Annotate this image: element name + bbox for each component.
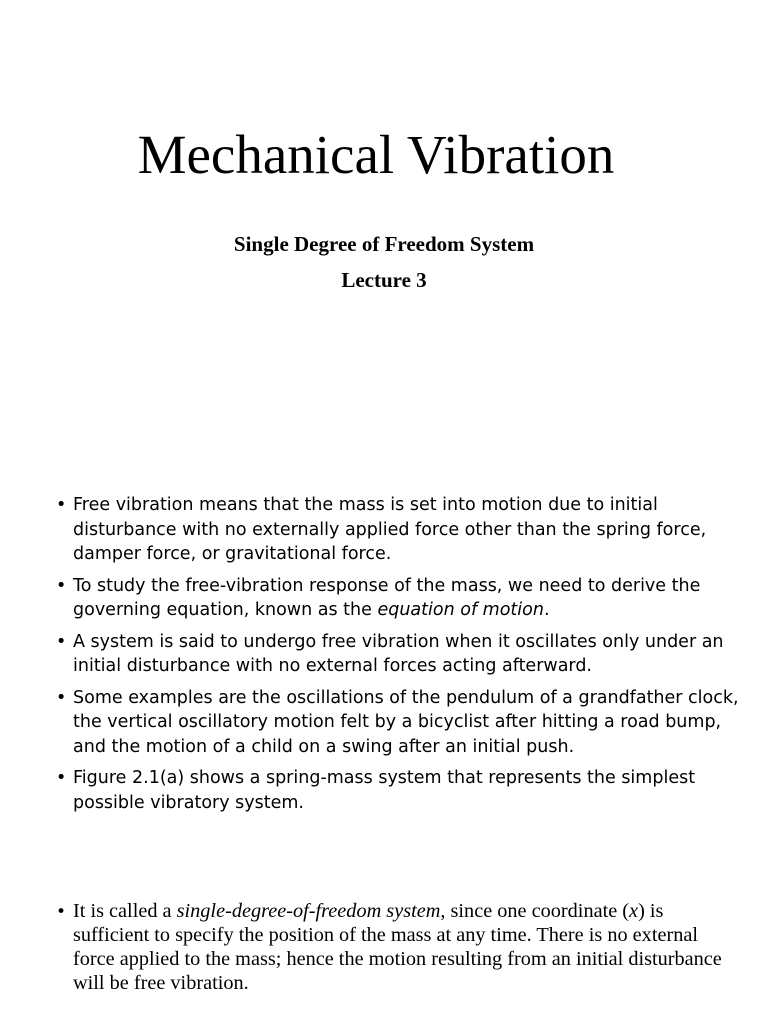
bullet-icon: • (56, 768, 67, 788)
bullet-text: Figure 2.1(a) shows a spring-mass system that represents the simplest possible vibratory system. (73, 768, 696, 813)
slide-title: Mechanical Vibration (137, 124, 615, 185)
lecture-number: Lecture 3 (341, 268, 427, 292)
final-bullet-text-start: It is called a (73, 900, 177, 922)
bullet-item (56, 630, 746, 679)
final-bullet-emphasis: single-degree-of-freedom system (176, 900, 441, 922)
bullet-text-end: . (543, 600, 550, 620)
bullet-item (56, 493, 746, 567)
bullet-icon: • (56, 631, 67, 652)
bullet-text: A system is said to undergo free vibration when it oscillates only under an initial disturbance with no external forces acting afterward. (73, 631, 724, 676)
bullet-list (56, 493, 746, 822)
final-bullet-text-end: ) is sufficient to specify the position of the mass at any time. There is no external force applied to the mass; hence the motion resulting from an initial disturbance will be free vibration. (73, 900, 722, 994)
slide-subtitle: Single Degree of Freedom System (233, 232, 535, 256)
bullet-icon: • (56, 902, 67, 922)
bullet-item (56, 766, 746, 815)
final-bullet (56, 899, 733, 995)
bullet-icon: • (56, 495, 67, 515)
bullet-icon: • (56, 575, 67, 596)
bullet-text: Free vibration means that the mass is set into motion due to initial disturbance with no externally applied force other than the spring force, damper force, or gravitational force. (73, 495, 707, 564)
bullet-emphasis: equation of motion (377, 600, 544, 620)
bullet-item (56, 574, 746, 623)
bullet-item (56, 686, 746, 760)
bullet-icon: • (56, 687, 67, 708)
final-bullet-text-middle: , since one coordinate ( (440, 900, 630, 922)
bullet-text: To study the free-vibration response of the mass, we need to derive the governing equation, known as the (73, 575, 701, 620)
bullet-text: Some examples are the oscillations of the pendulum of a grandfather clock, the vertical oscillatory motion felt by a bicyclist after hitting a road bump, and the motion of a child on a swing after an initial push. (73, 687, 739, 757)
coordinate-variable: x (629, 900, 639, 922)
